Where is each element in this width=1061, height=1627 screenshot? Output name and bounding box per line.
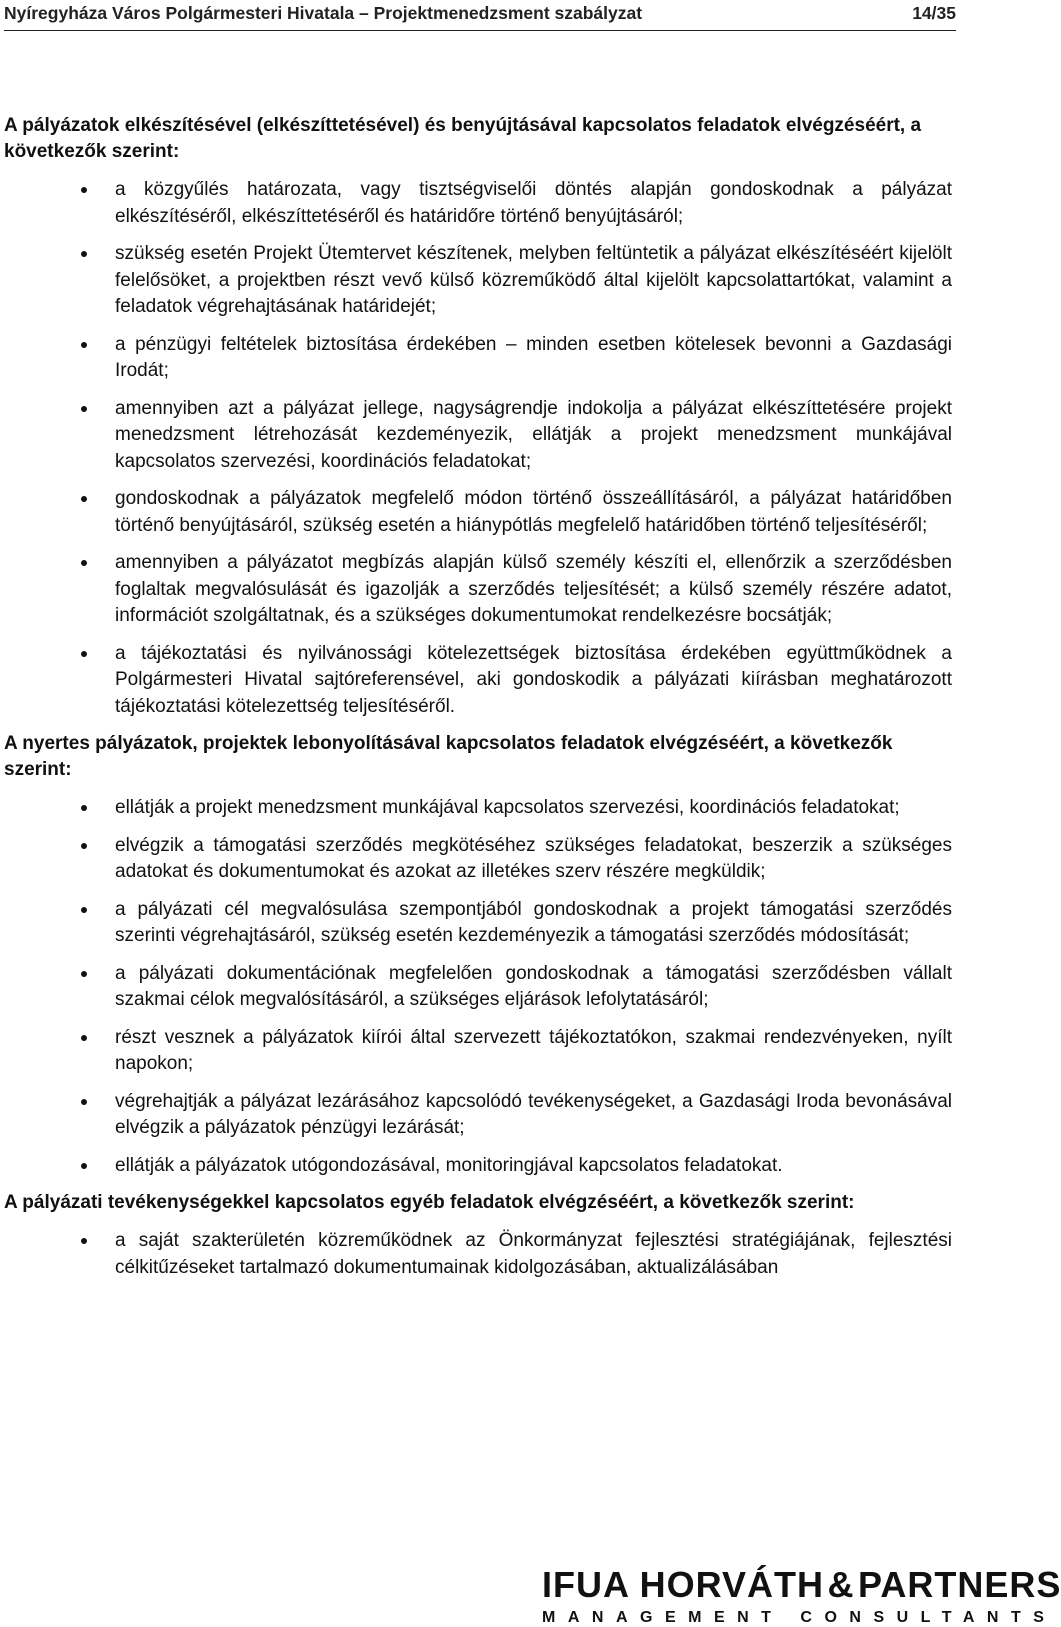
list-item — [4, 177, 952, 230]
document-title: Nyíregyháza Város Polgármesteri Hivatala – Projektmenedzsment szabályzat — [4, 3, 643, 23]
list-item — [4, 332, 952, 385]
document-body — [4, 113, 952, 1292]
logo-tagline: MANAGEMENT CONSULTANTS — [542, 1609, 1057, 1626]
list-item-text: részt vesznek a pályázatok kiírói által szervezett tájékoztatókon, szakmai rendezvényeken, nyílt napokon; — [115, 1026, 952, 1074]
list-item-text: gondoskodnak a pályázatok megfelelő módon történő összeállításáról, a pályázat határidőben történő benyújtásáról, szükség esetén a hiánypótlás megfelelő határidőben történő teljesítéséről; — [115, 488, 952, 536]
section-heading: A pályázati tevékenységekkel kapcsolatos egyéb feladatok elvégzéséért, a következők szerint: — [4, 1192, 855, 1213]
list-item-text: a saját szakterületén közreműködnek az Önkormányzat fejlesztési stratégiájának, fejlesztési célkitűzéseket tartalmazó dokumentumainak kidolgozásában, aktualizálásában — [115, 1230, 952, 1278]
bullet-icon — [81, 1035, 87, 1041]
logo-text-right: PARTNERS — [858, 1564, 1061, 1605]
list-item-text: a pályázati dokumentációnak megfelelően gondoskodnak a támogatási szerződésben vállalt szakmai célok megvalósításáról, a szükséges eljárások lefolytatásáról; — [115, 962, 952, 1010]
bullet-icon — [81, 187, 87, 193]
bullet-icon — [81, 560, 87, 566]
bullet-list — [4, 795, 952, 1179]
page-number: 14/35 — [912, 3, 956, 23]
list-item — [4, 550, 952, 630]
list-item-text: ellátják a pályázatok utógondozásával, monitoringjával kapcsolatos feladatokat. — [115, 1154, 783, 1176]
list-item-text: szükség esetén Projekt Ütemtervet készítenek, melyben feltüntetik a pályázat elkészítéséért kijelölt felelősöket, a projektben részt vevő külső közreműködő által kijelölt kapcsolattartókat, valamint a feladatok végrehajtásának határidejét; — [115, 243, 952, 317]
list-item — [4, 1025, 952, 1078]
bullet-icon — [81, 971, 87, 977]
list-item — [4, 795, 952, 822]
bullet-icon — [81, 251, 87, 257]
section-heading: A nyertes pályázatok, projektek lebonyolításával kapcsolatos feladatok elvégzéséért, a következők szerint: — [4, 733, 893, 780]
section-heading: A pályázatok elkészítésével (elkészíttetésével) és benyújtásával kapcsolatos feladatok elvégzéséért, a következők szerint: — [4, 115, 922, 162]
list-item — [4, 641, 952, 721]
logo-text-left: IFUA HORVÁTH — [542, 1564, 824, 1605]
list-item — [4, 833, 952, 886]
list-item — [4, 396, 952, 476]
bullet-icon — [81, 805, 87, 811]
list-item-text: amennyiben a pályázatot megbízás alapján külső személy készíti el, ellenőrzik a szerződésben foglaltak megvalósulását és igazolják a szerződés teljesítését; a külső személy részére adatot, információt szolgáltatnak, és a szükséges dokumentumokat rendelkezésre bocsátják; — [115, 552, 952, 626]
list-item-text: végrehajtják a pályázat lezárásához kapcsolódó tevékenységeket, a Gazdasági Iroda bevonásával elvégzik a pályázatok pénzügyi lezárását; — [115, 1090, 952, 1138]
bullet-icon — [81, 1163, 87, 1169]
bullet-icon — [81, 496, 87, 502]
section-other-tasks — [4, 1190, 952, 1281]
list-item — [4, 1153, 952, 1180]
list-item — [4, 1228, 952, 1281]
logo-wordmark — [542, 1564, 1061, 1605]
bullet-icon — [81, 1099, 87, 1105]
header-divider — [4, 30, 956, 31]
bullet-list — [4, 1228, 952, 1281]
list-item-text: a közgyűlés határozata, vagy tisztségviselői döntés alapján gondoskodnak a pályázat elkészítéséről, elkészíttetéséről és határidőre történő benyújtásáról; — [115, 179, 952, 227]
bullet-list — [4, 177, 952, 720]
list-item — [4, 1089, 952, 1142]
list-item-text: a pályázati cél megvalósulása szempontjából gondoskodnak a projekt támogatási szerződés szerinti végrehajtásáról, szükség esetén kezdeményezik a támogatási szerződés módosítását; — [115, 898, 952, 946]
list-item-text: a pénzügyi feltételek biztosítása érdekében – minden esetben kötelesek bevonni a Gazdasági Irodát; — [115, 333, 952, 381]
logo-ampersand: & — [827, 1564, 855, 1605]
bullet-icon — [81, 843, 87, 849]
section-preparation — [4, 113, 952, 720]
bullet-icon — [81, 342, 87, 348]
list-item — [4, 241, 952, 321]
company-logo — [542, 1564, 1061, 1626]
list-item-text: ellátják a projekt menedzsment munkájával kapcsolatos szervezési, koordinációs feladatokat; — [115, 797, 900, 818]
bullet-icon — [81, 651, 87, 657]
list-item-text: a tájékoztatási és nyilvánossági kötelezettségek biztosítása érdekében együttműködnek a Polgármesteri Hivatal sajtóreferensével, aki gondoskodik a pályázati kiírásban meghatározott tájékoztatási kötelezettség teljesítéséről. — [115, 642, 952, 717]
bullet-icon — [81, 406, 87, 412]
bullet-icon — [81, 1238, 87, 1244]
bullet-icon — [81, 907, 87, 913]
page-header — [4, 0, 956, 34]
list-item-text: elvégzik a támogatási szerződés megkötéséhez szükséges feladatokat, beszerzik a szükséges adatokat és dokumentumokat és azokat az illetékes szerv részére megküldik; — [115, 834, 952, 882]
list-item — [4, 486, 952, 539]
list-item — [4, 961, 952, 1014]
list-item — [4, 897, 952, 950]
section-winning-projects — [4, 731, 952, 1179]
list-item-text: amennyiben azt a pályázat jellege, nagyságrendje indokolja a pályázat elkészíttetésére projekt menedzsment létrehozását kezdeményezik, ellátják a projekt menedzsment munkájával kapcsolatos szervezési, koordinációs feladatokat; — [115, 397, 952, 472]
